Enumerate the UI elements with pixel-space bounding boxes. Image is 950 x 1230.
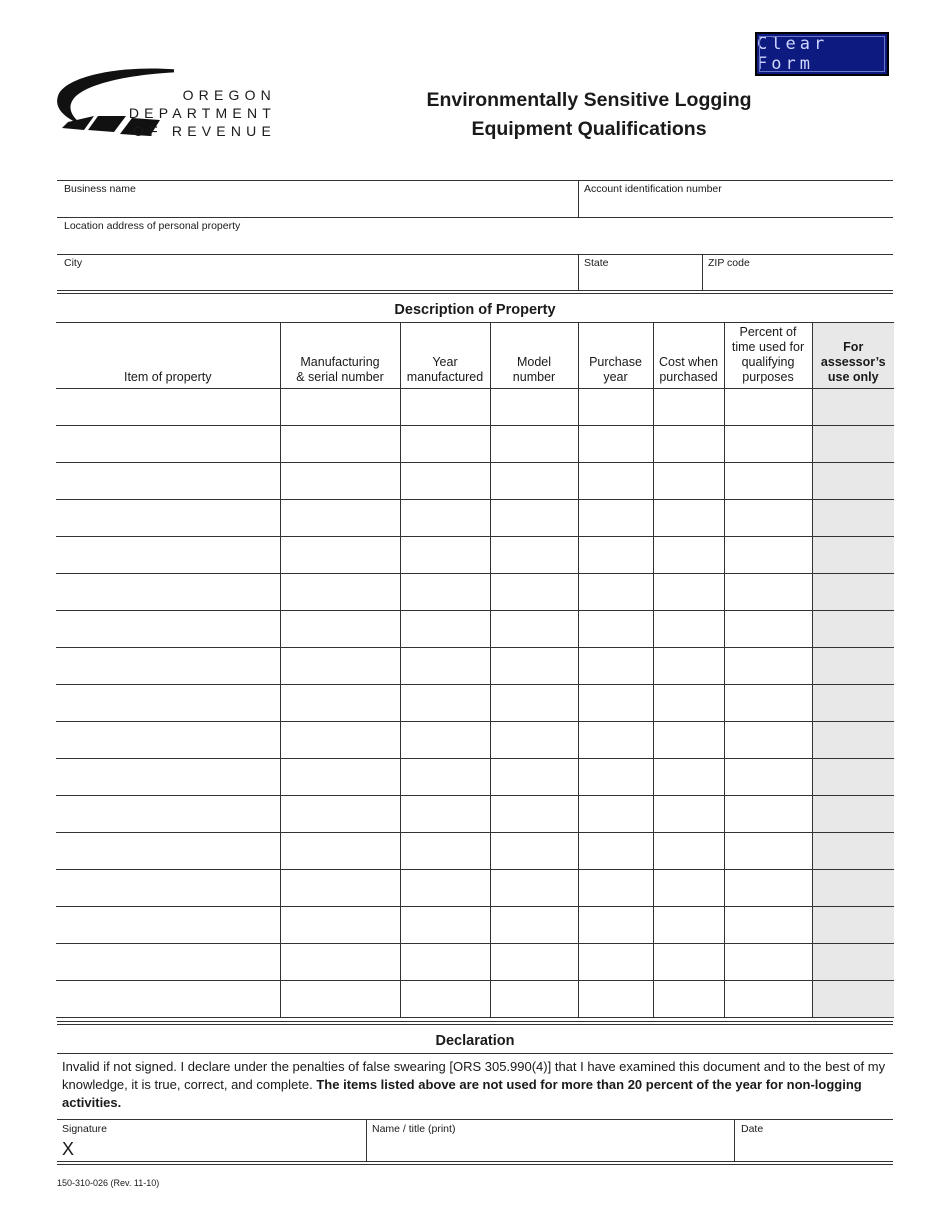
cell-serial[interactable] — [280, 463, 400, 500]
cell-purchase-year[interactable] — [578, 870, 653, 907]
cell-item[interactable] — [56, 611, 280, 648]
cell-year-manufactured[interactable] — [400, 426, 490, 463]
cell-year-manufactured[interactable] — [400, 759, 490, 796]
cell-model[interactable] — [490, 870, 578, 907]
table-row — [56, 796, 894, 833]
divider — [57, 1021, 893, 1022]
cell-percent-time[interactable] — [724, 944, 812, 981]
column-header-serial: Manufacturing & serial number — [280, 323, 400, 389]
cell-year-manufactured[interactable] — [400, 611, 490, 648]
divider — [57, 1053, 893, 1054]
cell-percent-time[interactable] — [724, 426, 812, 463]
table-row — [56, 648, 894, 685]
cell-purchase-year[interactable] — [578, 759, 653, 796]
date-field[interactable]: Date — [741, 1123, 764, 1135]
divider — [702, 254, 703, 290]
city-field[interactable]: City — [64, 257, 83, 269]
signature-mark: X — [62, 1139, 75, 1159]
cell-year-manufactured[interactable] — [400, 537, 490, 574]
account-id-field[interactable]: Account identification number — [584, 183, 722, 195]
cell-item[interactable] — [56, 389, 280, 426]
cell-assessor — [812, 537, 894, 574]
cell-model[interactable] — [490, 500, 578, 537]
divider — [578, 254, 579, 290]
cell-assessor — [812, 722, 894, 759]
cell-model[interactable] — [490, 648, 578, 685]
column-header-item: Item of property — [56, 323, 280, 389]
column-header-model: Model number — [490, 323, 578, 389]
cell-item[interactable] — [56, 574, 280, 611]
cell-year-manufactured[interactable] — [400, 796, 490, 833]
form-title — [300, 86, 878, 144]
cell-year-manufactured[interactable] — [400, 574, 490, 611]
cell-item[interactable] — [56, 685, 280, 722]
cell-assessor — [812, 944, 894, 981]
cell-year-manufactured[interactable] — [400, 648, 490, 685]
cell-serial[interactable] — [280, 944, 400, 981]
divider — [366, 1119, 367, 1161]
cell-assessor — [812, 426, 894, 463]
column-header-assessor: For assessor’s use only — [812, 323, 894, 389]
cell-cost[interactable] — [653, 870, 724, 907]
form-title-line1: Environmentally Sensitive Logging — [426, 89, 752, 111]
divider — [57, 1119, 893, 1120]
cell-percent-time[interactable] — [724, 796, 812, 833]
cell-cost[interactable] — [653, 537, 724, 574]
cell-model[interactable] — [490, 759, 578, 796]
table-row — [56, 722, 894, 759]
cell-purchase-year[interactable] — [578, 389, 653, 426]
cell-serial[interactable] — [280, 537, 400, 574]
cell-cost[interactable] — [653, 759, 724, 796]
cell-item[interactable] — [56, 722, 280, 759]
cell-percent-time[interactable] — [724, 537, 812, 574]
divider — [734, 1119, 735, 1161]
cell-model[interactable] — [490, 833, 578, 870]
cell-year-manufactured[interactable] — [400, 722, 490, 759]
logo-text-line1: OREGON — [182, 87, 276, 103]
cell-cost[interactable] — [653, 685, 724, 722]
cell-item[interactable] — [56, 537, 280, 574]
cell-year-manufactured[interactable] — [400, 944, 490, 981]
signature-field[interactable]: Signature — [62, 1123, 107, 1135]
cell-model[interactable] — [490, 796, 578, 833]
cell-cost[interactable] — [653, 907, 724, 944]
business-name-field[interactable]: Business name — [64, 183, 136, 195]
table-row — [56, 574, 894, 611]
cell-assessor — [812, 759, 894, 796]
cell-serial[interactable] — [280, 870, 400, 907]
cell-assessor — [812, 981, 894, 1018]
cell-percent-time[interactable] — [724, 722, 812, 759]
cell-cost[interactable] — [653, 389, 724, 426]
cell-purchase-year[interactable] — [578, 981, 653, 1018]
cell-percent-time[interactable] — [724, 981, 812, 1018]
table-row — [56, 389, 894, 426]
table-row — [56, 870, 894, 907]
cell-serial[interactable] — [280, 722, 400, 759]
cell-percent-time[interactable] — [724, 500, 812, 537]
cell-assessor — [812, 796, 894, 833]
divider — [57, 180, 893, 181]
cell-percent-time[interactable] — [724, 648, 812, 685]
cell-assessor — [812, 389, 894, 426]
cell-year-manufactured[interactable] — [400, 907, 490, 944]
oregon-dor-logo — [54, 66, 284, 146]
cell-model[interactable] — [490, 981, 578, 1018]
property-section-title: Description of Property — [394, 302, 556, 318]
cell-purchase-year[interactable] — [578, 426, 653, 463]
divider — [57, 1164, 893, 1165]
cell-cost[interactable] — [653, 463, 724, 500]
property-table — [56, 322, 894, 1018]
cell-percent-time[interactable] — [724, 833, 812, 870]
table-row — [56, 611, 894, 648]
cell-purchase-year[interactable] — [578, 796, 653, 833]
cell-cost[interactable] — [653, 944, 724, 981]
cell-item[interactable] — [56, 944, 280, 981]
cell-percent-time[interactable] — [724, 574, 812, 611]
column-header-percent-time: Percent of time used for qualifying purposes — [724, 323, 812, 389]
cell-purchase-year[interactable] — [578, 907, 653, 944]
cell-assessor — [812, 611, 894, 648]
column-header-purchase-year: Purchase year — [578, 323, 653, 389]
cell-year-manufactured[interactable] — [400, 500, 490, 537]
cell-percent-time[interactable] — [724, 611, 812, 648]
cell-item[interactable] — [56, 426, 280, 463]
table-row — [56, 759, 894, 796]
cell-model[interactable] — [490, 463, 578, 500]
cell-serial[interactable] — [280, 500, 400, 537]
cell-model[interactable] — [490, 574, 578, 611]
cell-model[interactable] — [490, 907, 578, 944]
table-row — [56, 833, 894, 870]
cell-model[interactable] — [490, 537, 578, 574]
table-row — [56, 426, 894, 463]
cell-percent-time[interactable] — [724, 389, 812, 426]
form-title-line2: Equipment Qualifications — [471, 118, 707, 140]
cell-item[interactable] — [56, 463, 280, 500]
column-header-cost: Cost when purchased — [653, 323, 724, 389]
name-title-field[interactable]: Name / title (print) — [372, 1123, 456, 1135]
zip-code-field[interactable]: ZIP code — [708, 257, 750, 269]
divider — [57, 290, 893, 291]
cell-cost[interactable] — [653, 426, 724, 463]
cell-serial[interactable] — [280, 907, 400, 944]
cell-serial[interactable] — [280, 685, 400, 722]
cell-serial[interactable] — [280, 574, 400, 611]
form-number: 150-310-026 (Rev. 11-10) — [57, 1178, 160, 1188]
cell-item[interactable] — [56, 759, 280, 796]
table-row — [56, 537, 894, 574]
logo-text-line2: DEPARTMENT — [128, 105, 276, 121]
cell-serial[interactable] — [280, 796, 400, 833]
table-row — [56, 981, 894, 1018]
table-row — [56, 907, 894, 944]
cell-serial[interactable] — [280, 759, 400, 796]
cell-purchase-year[interactable] — [578, 463, 653, 500]
cell-cost[interactable] — [653, 833, 724, 870]
divider — [57, 217, 893, 218]
declaration-section-title: Declaration — [435, 1033, 515, 1049]
cell-item[interactable] — [56, 648, 280, 685]
cell-year-manufactured[interactable] — [400, 981, 490, 1018]
cell-percent-time[interactable] — [724, 870, 812, 907]
cell-cost[interactable] — [653, 574, 724, 611]
location-address-field[interactable]: Location address of personal property — [64, 220, 241, 232]
cell-assessor — [812, 870, 894, 907]
logo-text-line3: OF REVENUE — [132, 123, 276, 139]
cell-assessor — [812, 500, 894, 537]
cell-serial[interactable] — [280, 389, 400, 426]
cell-year-manufactured[interactable] — [400, 389, 490, 426]
cell-purchase-year[interactable] — [578, 648, 653, 685]
cell-assessor — [812, 648, 894, 685]
cell-year-manufactured[interactable] — [400, 870, 490, 907]
cell-purchase-year[interactable] — [578, 611, 653, 648]
table-row — [56, 500, 894, 537]
cell-item[interactable] — [56, 907, 280, 944]
divider — [57, 293, 893, 294]
cell-assessor — [812, 685, 894, 722]
cell-assessor — [812, 833, 894, 870]
cell-model[interactable] — [490, 685, 578, 722]
cell-purchase-year[interactable] — [578, 500, 653, 537]
cell-year-manufactured[interactable] — [400, 685, 490, 722]
cell-purchase-year[interactable] — [578, 944, 653, 981]
cell-model[interactable] — [490, 722, 578, 759]
cell-purchase-year[interactable] — [578, 722, 653, 759]
cell-serial[interactable] — [280, 648, 400, 685]
cell-cost[interactable] — [653, 722, 724, 759]
cell-purchase-year[interactable] — [578, 833, 653, 870]
table-row — [56, 685, 894, 722]
cell-model[interactable] — [490, 426, 578, 463]
cell-purchase-year[interactable] — [578, 574, 653, 611]
cell-purchase-year[interactable] — [578, 537, 653, 574]
divider — [57, 1024, 893, 1025]
cell-item[interactable] — [56, 500, 280, 537]
cell-item[interactable] — [56, 870, 280, 907]
column-header-year-manufactured: Year manufactured — [400, 323, 490, 389]
cell-year-manufactured[interactable] — [400, 833, 490, 870]
cell-percent-time[interactable] — [724, 759, 812, 796]
cell-item[interactable] — [56, 796, 280, 833]
table-row — [56, 463, 894, 500]
cell-percent-time[interactable] — [724, 685, 812, 722]
cell-serial[interactable] — [280, 426, 400, 463]
clear-form-button[interactable]: Clear Form — [755, 32, 889, 76]
cell-serial[interactable] — [280, 833, 400, 870]
declaration-text: Invalid if not signed. I declare under the penalties of false swearing [ORS 305.990(4)] that I have examined this document and to the best of my knowledge, it is true, correct, and complete. The items listed above are not used for more than 20 percent of the year for non-logging activities. — [62, 1059, 886, 1110]
state-field[interactable]: State — [584, 257, 609, 269]
cell-serial[interactable] — [280, 611, 400, 648]
table-header-row — [56, 323, 894, 389]
cell-year-manufactured[interactable] — [400, 463, 490, 500]
divider — [57, 254, 893, 255]
cell-item[interactable] — [56, 981, 280, 1018]
cell-cost[interactable] — [653, 796, 724, 833]
divider — [57, 1161, 893, 1162]
cell-assessor — [812, 463, 894, 500]
cell-model[interactable] — [490, 944, 578, 981]
cell-cost[interactable] — [653, 981, 724, 1018]
divider — [578, 180, 579, 217]
cell-serial[interactable] — [280, 981, 400, 1018]
cell-model[interactable] — [490, 611, 578, 648]
table-row — [56, 944, 894, 981]
cell-percent-time[interactable] — [724, 463, 812, 500]
cell-percent-time[interactable] — [724, 907, 812, 944]
cell-cost[interactable] — [653, 500, 724, 537]
cell-cost[interactable] — [653, 611, 724, 648]
cell-cost[interactable] — [653, 648, 724, 685]
cell-purchase-year[interactable] — [578, 685, 653, 722]
cell-model[interactable] — [490, 389, 578, 426]
cell-assessor — [812, 907, 894, 944]
cell-item[interactable] — [56, 833, 280, 870]
cell-assessor — [812, 574, 894, 611]
